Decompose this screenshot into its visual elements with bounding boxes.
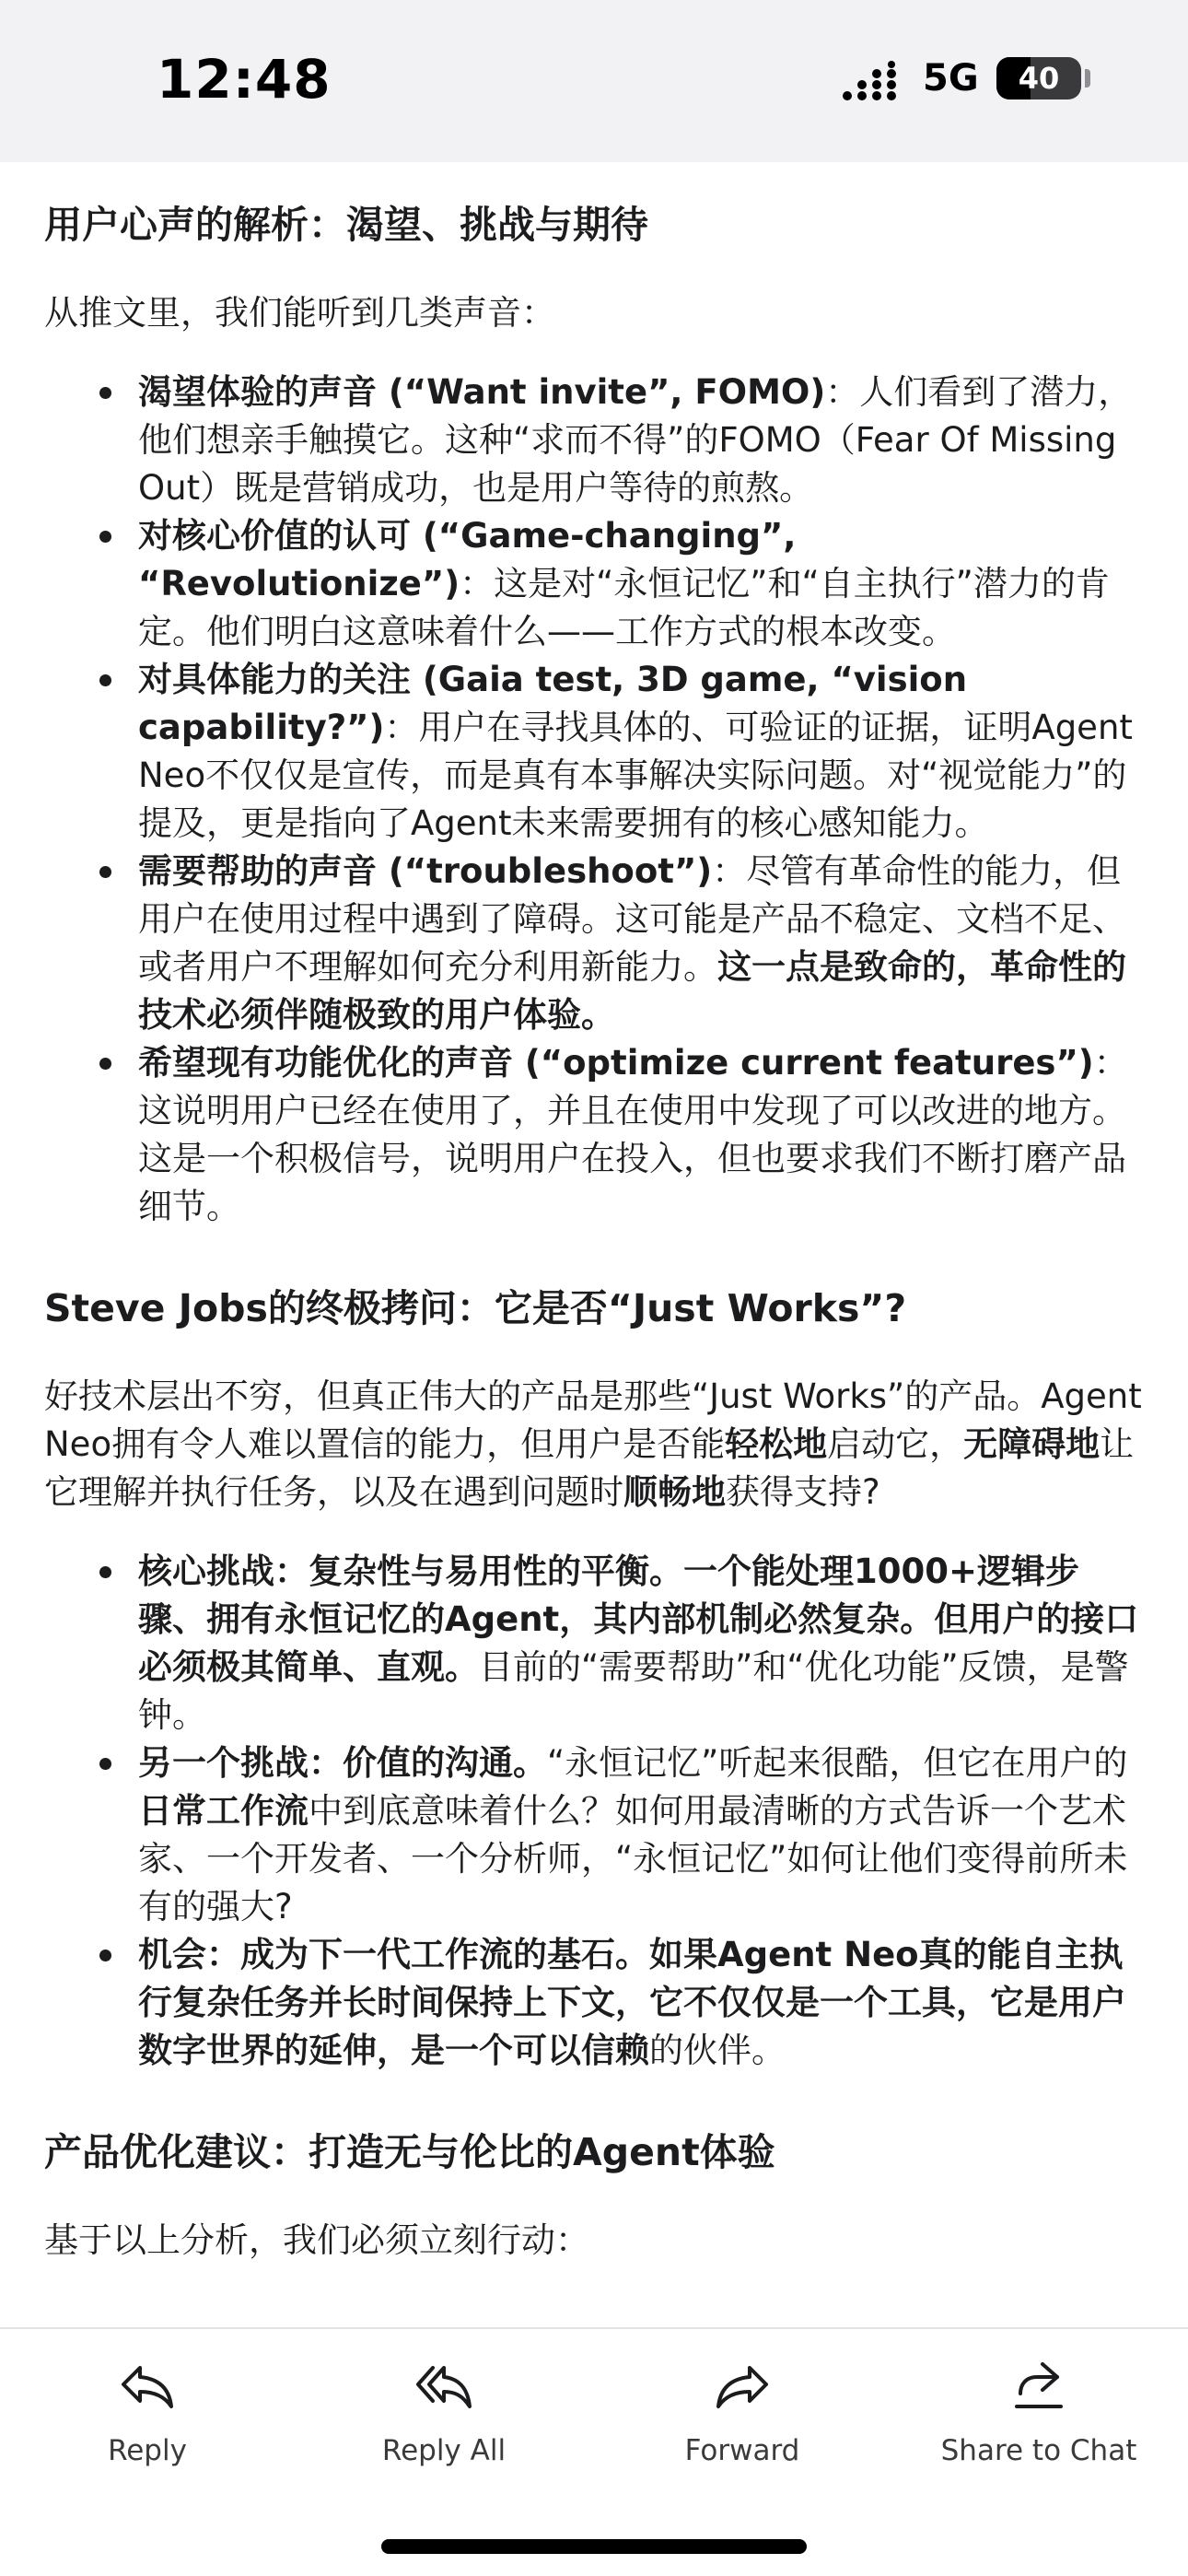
battery-level: 40	[1018, 61, 1060, 96]
list-item-text: 中到底意味着什么？如何用最清晰的方式告诉一个艺术家、一个开发者、一个分析师，“永恒记忆”如何让他们变得前所未有的强大?	[138, 1791, 1128, 1926]
forward-button[interactable]	[604, 2357, 880, 2495]
reply-label: Reply	[108, 2434, 187, 2467]
battery-icon	[996, 57, 1081, 100]
home-indicator	[381, 2539, 807, 2554]
list-item	[44, 656, 1146, 848]
voices-list	[44, 369, 1146, 1231]
list-item	[44, 1039, 1146, 1231]
reply-arrow-icon	[118, 2357, 177, 2416]
list-item-bold: 核心挑战：复杂性与易用性的平衡。一个能处理1000+逻辑步骤、拥有永恒记忆的Agent，其内部机制必然复杂。但用户的接口必须极其简单、直观。	[138, 1551, 1139, 1687]
email-body	[44, 184, 1146, 2322]
section-intro-optimization: 基于以上分析，我们必须立刻行动：	[44, 2220, 589, 2260]
list-item-text: 的伙伴。	[649, 2031, 786, 2070]
para-bold: 无障碍地	[963, 1424, 1101, 1464]
share-arrow-icon	[1009, 2357, 1068, 2416]
list-item-text: 目前的“需要帮助”和“优化功能”反馈，是警钟。	[138, 1647, 1129, 1735]
para-text: 好技术层出不穷，但真正伟大的产品是那些“Just Works”的产品。Agent Neo拥有令人难以置信的能力，但用户是否能	[44, 1376, 1142, 1464]
list-item	[44, 1931, 1146, 2075]
list-item-bold: 需要帮助的声音 (“troubleshoot”)	[138, 851, 713, 891]
cellular-signal-icon	[842, 61, 906, 101]
list-item-bold: 对具体能力的关注 (Gaia test, 3D game, “vision capability?”)	[138, 660, 968, 747]
list-item-bold: 另一个挑战：价值的沟通。	[138, 1743, 547, 1783]
list-item-bold-emphasis: 日常工作流	[138, 1791, 309, 1831]
list-item-text: ：这说明用户已经在使用了，并且在使用中发现了可以改进的地方。这是一个积极信号，说明用户在投入，但也要求我们不断打磨产品细节。	[138, 1043, 1128, 1226]
list-item	[44, 512, 1146, 656]
list-item-bold: 对核心价值的认可 (“Game-changing”, “Revolutionize”)	[138, 516, 797, 603]
reply-button[interactable]	[9, 2357, 285, 2495]
forward-arrow-icon	[713, 2357, 772, 2416]
section-paragraph-just-works	[44, 1373, 1146, 1516]
forward-label: Forward	[684, 2434, 800, 2467]
section-heading-optimization: 产品优化建议：打造无与伦比的Agent体验	[44, 2130, 775, 2174]
para-text: 让它理解并执行任务，以及在遇到问题时	[44, 1424, 1135, 1512]
network-type: 5G	[923, 57, 979, 100]
challenges-list	[44, 1548, 1146, 2075]
reply-all-arrow-icon	[414, 2357, 473, 2416]
list-item	[44, 1739, 1146, 1931]
list-item-bold: 希望现有功能优化的声音 (“optimize current features”)	[138, 1043, 1094, 1083]
battery-tip	[1085, 69, 1090, 88]
share-to-chat-label: Share to Chat	[940, 2434, 1137, 2467]
list-item	[44, 369, 1146, 512]
list-item-bold-emphasis: 这一点是致命的，革命性的技术必须伴随极致的用户体验。	[138, 947, 1126, 1035]
status-bar	[0, 0, 1188, 162]
section-intro-voices: 从推文里，我们能听到几类声音：	[44, 293, 555, 333]
list-item-text: ：这是对“永恒记忆”和“自主执行”潜力的肯定。他们明白这意味着什么——工作方式的根本改变。	[138, 564, 1110, 651]
share-to-chat-button[interactable]	[901, 2357, 1177, 2495]
list-item-bold: 机会：成为下一代工作流的基石。如果Agent Neo真的能自主执行复杂任务并长时间保持上下文，它不仅仅是一个工具，它是用户数字世界的延伸，是一个可以信赖	[138, 1935, 1126, 2070]
section-heading-voices: 用户心声的解析：渴望、挑战与期待	[44, 203, 648, 247]
list-item-text: ：尽管有革命性的能力，但用户在使用过程中遇到了障碍。这可能是产品不稳定、文档不足、或者用户不理解如何充分利用新能力。	[138, 851, 1126, 987]
list-item	[44, 848, 1146, 1039]
list-item-text: “永恒记忆”听起来很酷，但它在用户的	[547, 1743, 1128, 1783]
status-time: 12:48	[157, 48, 332, 111]
list-item-bold: 渴望体验的声音 (“Want invite”, FOMO)	[138, 372, 826, 412]
list-item	[44, 1548, 1146, 1739]
section-heading-just-works: Steve Jobs的终极拷问：它是否“Just Works”?	[44, 1286, 907, 1330]
para-text: 启动它，	[827, 1424, 964, 1464]
para-text: 获得支持?	[726, 1472, 880, 1512]
list-item-text: ：人们看到了潜力，他们想亲手触摸它。这种“求而不得”的FOMO（Fear Of Missing Out）既是营销成功，也是用户等待的煎熬。	[138, 372, 1133, 508]
list-item-text: ：用户在寻找具体的、可验证的证据，证明Agent Neo不仅仅是宣传，而是真有本事解决实际问题。对“视觉能力”的提及，更是指向了Agent未来需要拥有的核心感知能力。	[138, 708, 1133, 843]
para-bold: 顺畅地	[623, 1472, 726, 1512]
reply-all-button[interactable]	[306, 2357, 582, 2495]
para-bold: 轻松地	[725, 1424, 828, 1464]
reply-all-label: Reply All	[381, 2434, 507, 2467]
